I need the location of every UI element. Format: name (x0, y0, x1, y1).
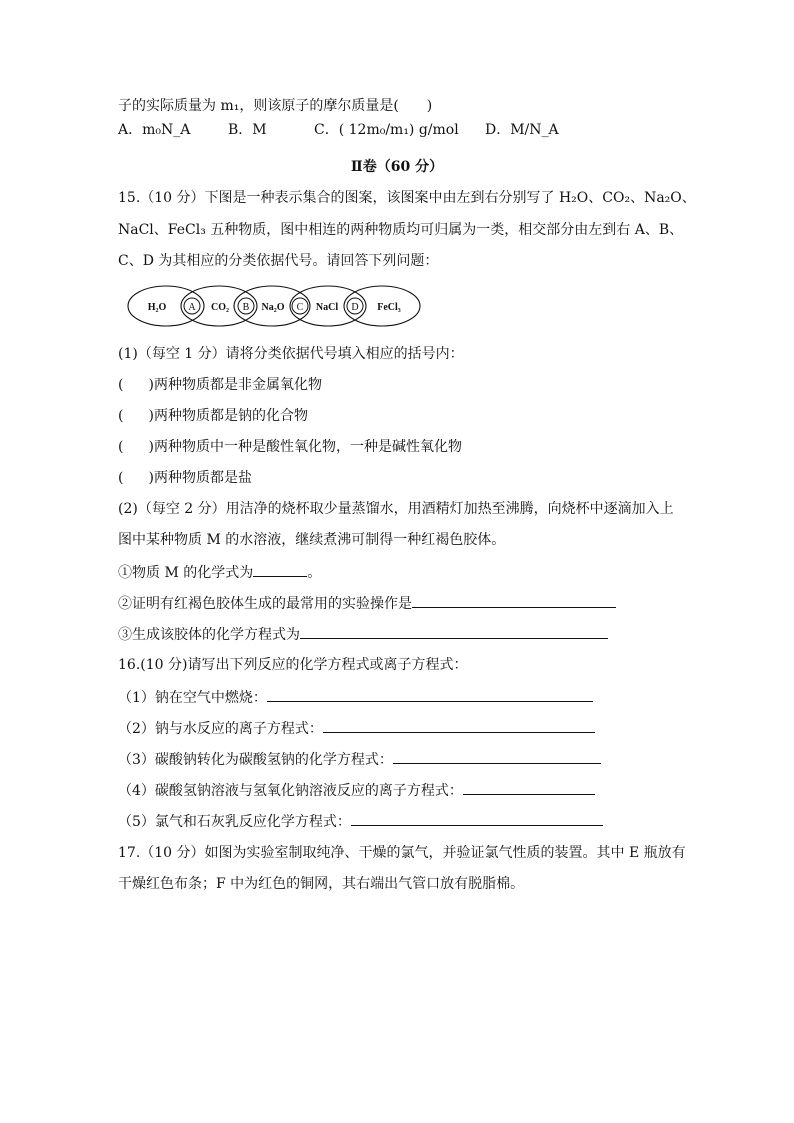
answer-blank[interactable] (463, 780, 595, 795)
q14-option-a: A．m₀N_A (118, 122, 191, 138)
q15-sub-3: ③生成该胶体的化学方程式为 (118, 624, 608, 645)
q15-sub-2: ②证明有红褐色胶体生成的最常用的实验操作是 (118, 593, 616, 614)
answer-blank[interactable] (412, 593, 616, 608)
q16-item-3: （3）碳酸钠转化为碳酸氢钠的化学方程式： (118, 749, 601, 770)
q14-option-b: B．M (228, 122, 267, 138)
label-fecl3: FeCl₃ (377, 302, 401, 313)
q15-part2-line-1: (2)（每空 2 分）用洁净的烧杯取少量蒸馏水，用酒精灯加热至沸腾，向烧杯中逐滴加入上 (118, 501, 674, 517)
classification-diagram (126, 283, 426, 329)
paren-2: ( ) (118, 408, 154, 424)
label-na2o: Na₂O (261, 302, 285, 313)
paren-3: ( ) (118, 439, 154, 455)
q15-part1-item-3 (118, 437, 462, 457)
item-text-2: 两种物质都是钠的化合物 (154, 408, 308, 424)
paren-4: ( ) (118, 470, 154, 486)
q15-line-3: C、D 为其相应的分类依据代号。请回答下列问题： (118, 253, 439, 269)
code-a: A (188, 302, 196, 313)
q17-line-1: 17.（10 分）如图为实验室制取纯净、干燥的氯气，并验证氯气性质的装置。其中 E 瓶放有 (118, 845, 686, 861)
q16-title: 16.(10 分)请写出下列反应的化学方程式或离子方程式： (118, 657, 468, 673)
label-co2: CO₂ (211, 302, 229, 313)
q16-item-2: （2）钠与水反应的离子方程式： (118, 718, 595, 739)
item-text-4: 两种物质都是盐 (154, 470, 252, 486)
q14-option-d: D．M/N_A (485, 122, 559, 138)
label-h2o: H₂O (147, 302, 167, 313)
q15-part1-item-1 (118, 375, 322, 395)
item-text-3: 两种物质中一种是酸性氧化物，一种是碱性氧化物 (154, 439, 462, 455)
q14-stem-tail: 子的实际质量为 m₁，则该原子的摩尔质量是( ) (118, 98, 433, 114)
answer-blank[interactable] (253, 562, 307, 577)
q15-line-2: NaCl、FeCl₃ 五种物质，图中相连的两种物质均可归属为一类，相交部分由左到右 A、B、 (118, 222, 684, 238)
q16-item-5: （5）氯气和石灰乳反应化学方程式： (118, 811, 603, 832)
q16-item-4: （4）碳酸氢钠溶液与氢氧化钠溶液反应的离子方程式： (118, 780, 595, 801)
q15-sub-1: ①物质 M 的化学式为 。 (118, 562, 321, 583)
section-title: Ⅱ卷（60 分） (350, 159, 444, 175)
code-b: B (242, 302, 250, 313)
answer-blank[interactable] (267, 687, 593, 702)
paren-1: ( ) (118, 377, 154, 393)
q15-part1-title: (1)（每空 1 分）请将分类依据代号填入相应的括号内： (118, 346, 464, 362)
code-d: D (351, 302, 359, 313)
q14-option-c: C．( 12m₀/m₁) g/mol (314, 122, 459, 138)
item-text-1: 两种物质都是非金属氧化物 (154, 377, 322, 393)
q15-part2-line-2: 图中某种物质 M 的水溶液，继续煮沸可制得一种红褐色胶体。 (118, 532, 506, 548)
q15-line-1: 15.（10 分）下图是一种表示集合的图案，该图案中由左到右分别写了 H₂O、CO₂、Na₂O、 (118, 190, 696, 206)
q16-item-1: （1）钠在空气中燃烧： (118, 687, 593, 708)
q15-part1-item-2 (118, 406, 308, 426)
code-c: C (296, 302, 304, 313)
answer-blank[interactable] (393, 749, 601, 764)
answer-blank[interactable] (300, 624, 608, 639)
q17-line-2: 干燥红色布条；F 中为红色的铜网，其右端出气管口放有脱脂棉。 (118, 876, 525, 892)
q15-part1-item-4 (118, 468, 252, 488)
label-nacl: NaCl (315, 302, 339, 313)
answer-blank[interactable] (323, 718, 595, 733)
answer-blank[interactable] (351, 811, 603, 826)
